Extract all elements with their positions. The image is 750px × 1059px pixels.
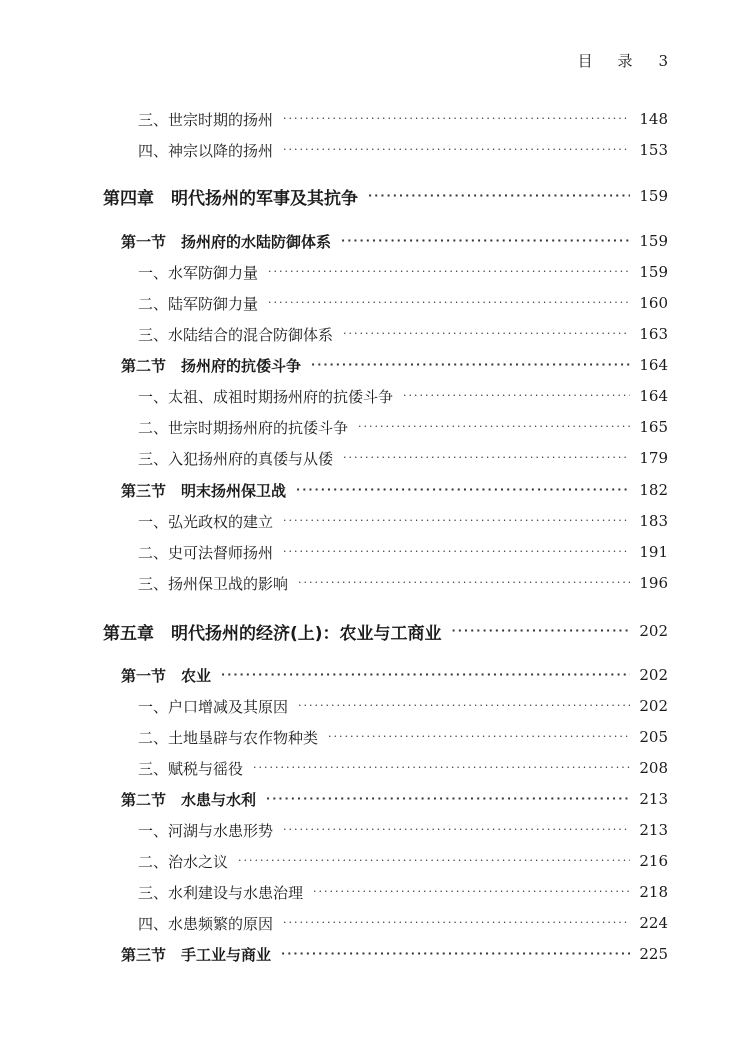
toc-entry-label: 第五章 明代扬州的经济(上)：农业与工商业 xyxy=(103,623,442,644)
toc-leader-dots xyxy=(283,138,630,162)
toc-entry-page: 165 xyxy=(639,418,668,436)
toc-entry-page: 202 xyxy=(639,697,668,715)
toc-entry-page: 163 xyxy=(639,325,668,343)
toc-entry-label: 一、水军防御力量 xyxy=(138,263,259,282)
toc-entry-page: 213 xyxy=(639,821,668,839)
toc-leader-dots xyxy=(343,322,630,346)
toc-leader-dots xyxy=(368,184,630,208)
toc-entry-page: 202 xyxy=(639,666,668,684)
toc-entry[interactable] xyxy=(138,260,668,284)
toc-leader-dots xyxy=(341,229,630,253)
toc-entry-page: 159 xyxy=(639,187,668,205)
toc-leader-dots xyxy=(358,415,630,439)
toc-leader-dots xyxy=(343,446,630,470)
toc-entry-page: 148 xyxy=(639,110,668,128)
toc-entry-label: 三、入犯扬州府的真倭与从倭 xyxy=(138,449,334,468)
toc-entry-label: 一、弘光政权的建立 xyxy=(138,512,274,531)
toc-leader-dots xyxy=(238,849,630,873)
toc-entry-label: 三、赋税与徭役 xyxy=(138,759,244,778)
toc-entry-label: 四、水患频繁的原因 xyxy=(138,914,274,933)
toc-leader-dots xyxy=(283,540,630,564)
running-head xyxy=(578,50,668,71)
toc-entry[interactable] xyxy=(138,107,668,131)
toc-leader-dots xyxy=(268,291,630,315)
toc-leader-dots xyxy=(298,694,630,718)
toc-entry-label: 二、陆军防御力量 xyxy=(138,294,259,313)
toc-leader-dots xyxy=(266,787,630,811)
toc-section-entry[interactable] xyxy=(121,942,668,966)
toc-entry-page: 225 xyxy=(639,945,668,963)
toc-entry-label: 第三节 明末扬州保卫战 xyxy=(121,481,287,500)
toc-section-entry[interactable] xyxy=(121,229,668,253)
toc-leader-dots xyxy=(452,619,630,643)
toc-entry-label: 第四章 明代扬州的军事及其抗争 xyxy=(103,188,358,209)
toc-leader-dots xyxy=(298,571,630,595)
toc-entry[interactable] xyxy=(138,725,668,749)
toc-entry-page: 160 xyxy=(639,294,668,312)
toc-entry-page: 159 xyxy=(639,263,668,281)
toc-entry-label: 四、神宗以降的扬州 xyxy=(138,141,274,160)
toc-entry-label: 二、世宗时期扬州府的抗倭斗争 xyxy=(138,418,349,437)
toc-entry-label: 第一节 农业 xyxy=(121,666,212,685)
running-head-page-number: 3 xyxy=(658,52,668,70)
toc-entry-page: 202 xyxy=(639,622,668,640)
toc-section-entry[interactable] xyxy=(121,478,668,502)
toc-leader-dots xyxy=(253,756,630,780)
toc-entry[interactable] xyxy=(138,138,668,162)
toc-entry-page: 224 xyxy=(639,914,668,932)
toc-entry-label: 第三节 手工业与商业 xyxy=(121,945,272,964)
toc-entry[interactable] xyxy=(138,756,668,780)
toc-entry[interactable] xyxy=(138,571,668,595)
toc-entry[interactable] xyxy=(138,322,668,346)
running-head-title: 目 录 xyxy=(577,52,643,70)
toc-chapter-entry[interactable] xyxy=(103,619,668,643)
toc-leader-dots xyxy=(313,880,630,904)
toc-entry-page: 153 xyxy=(639,141,668,159)
toc-entry-label: 三、扬州保卫战的影响 xyxy=(138,574,289,593)
toc-entry-label: 第一节 扬州府的水陆防御体系 xyxy=(121,232,332,251)
toc-entry[interactable] xyxy=(138,384,668,408)
toc-leader-dots xyxy=(281,942,630,966)
toc-entry-page: 216 xyxy=(639,852,668,870)
toc-entry-page: 208 xyxy=(639,759,668,777)
toc-entry-label: 二、土地垦辟与农作物种类 xyxy=(138,728,319,747)
toc-entry[interactable] xyxy=(138,911,668,935)
toc-entry-page: 205 xyxy=(639,728,668,746)
toc-leader-dots xyxy=(283,509,630,533)
toc-leader-dots xyxy=(403,384,630,408)
toc-entry[interactable] xyxy=(138,509,668,533)
toc-entry[interactable] xyxy=(138,446,668,470)
toc-entry-page: 218 xyxy=(639,883,668,901)
toc-leader-dots xyxy=(283,107,630,131)
toc-leader-dots xyxy=(296,478,630,502)
toc-leader-dots xyxy=(221,663,630,687)
toc-entry[interactable] xyxy=(138,540,668,564)
toc-section-entry[interactable] xyxy=(121,353,668,377)
toc-entry-label: 二、治水之议 xyxy=(138,852,229,871)
toc-leader-dots xyxy=(311,353,630,377)
toc-entry-page: 164 xyxy=(639,387,668,405)
toc-leader-dots xyxy=(283,911,630,935)
toc-entry-page: 159 xyxy=(639,232,668,250)
toc-entry-page: 183 xyxy=(639,512,668,530)
toc-entry[interactable] xyxy=(138,880,668,904)
toc-leader-dots xyxy=(268,260,630,284)
toc-entry-label: 二、史可法督师扬州 xyxy=(138,543,274,562)
toc-entry[interactable] xyxy=(138,415,668,439)
toc-entry-label: 一、户口增减及其原因 xyxy=(138,697,289,716)
toc-entry-page: 191 xyxy=(639,543,668,561)
toc-entry-label: 三、水陆结合的混合防御体系 xyxy=(138,325,334,344)
toc-leader-dots xyxy=(283,818,630,842)
toc-entry-label: 第二节 扬州府的抗倭斗争 xyxy=(121,356,302,375)
toc-entry[interactable] xyxy=(138,849,668,873)
toc-entry-page: 196 xyxy=(639,574,668,592)
toc-entry[interactable] xyxy=(138,818,668,842)
toc-section-entry[interactable] xyxy=(121,663,668,687)
toc-entry-label: 三、世宗时期的扬州 xyxy=(138,110,274,129)
toc-entry-page: 164 xyxy=(639,356,668,374)
toc-entry-page: 213 xyxy=(639,790,668,808)
toc-entry-label: 三、水利建设与水患治理 xyxy=(138,883,304,902)
toc-entry-label: 一、河湖与水患形势 xyxy=(138,821,274,840)
toc-chapter-entry[interactable] xyxy=(103,184,668,208)
toc-entry-label: 第二节 水患与水利 xyxy=(121,790,257,809)
toc-entry-label: 一、太祖、成祖时期扬州府的抗倭斗争 xyxy=(138,387,394,406)
toc-entry[interactable] xyxy=(138,694,668,718)
toc-leader-dots xyxy=(328,725,630,749)
toc-entry-page: 179 xyxy=(639,449,668,467)
toc-entry-page: 182 xyxy=(639,481,668,499)
toc-section-entry[interactable] xyxy=(121,787,668,811)
toc-entry[interactable] xyxy=(138,291,668,315)
